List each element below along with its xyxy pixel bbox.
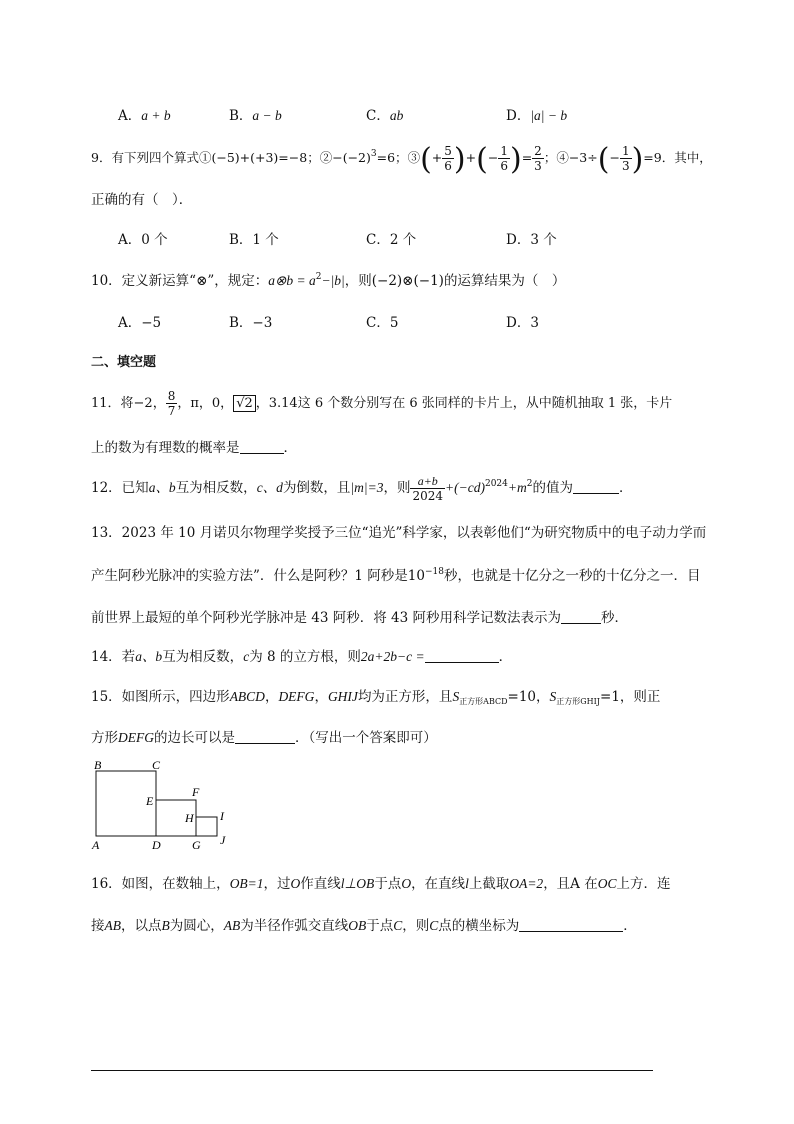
q8-option-c[interactable]: C．ab [366,108,404,124]
label-j: J [220,833,226,847]
q14-stem: 14．若a、b互为相反数，c为 8 的立方根，则2a+2b−c = ． [91,649,513,665]
q9-line2: 正确的有（ ）． [91,192,193,208]
q11-fraction-8-7: $\frac{8}{7}$ [167,389,176,418]
q12-fraction: $\frac{a+b}{2024}$ [412,474,444,503]
label-g: G [192,838,201,852]
q14-answer-blank[interactable] [425,650,499,663]
q10-option-c[interactable]: C．5 [366,315,399,331]
label-c: C [152,758,161,772]
q10-option-b[interactable]: B．−3 [229,315,273,331]
label-d: D [152,838,161,852]
label-f: F [192,785,200,799]
q10-option-a[interactable]: A．−5 [118,315,162,331]
q16-answer-blank[interactable] [519,919,623,932]
q8-option-d[interactable]: D．|a| − b [506,108,568,124]
q12-answer-blank[interactable] [573,481,619,494]
q13-line1: 13．2023 年 10 月诺贝尔物理学奖授予三位“追光”科学家，以表彰他们“为研究物质中的电子动力学而 [91,525,707,541]
q9-fraction-5-6: $\frac{5}{6}$ [444,144,452,173]
q16-line2: 接AB，以点B为圆心，AB为半径作弧交直线OB于点C，则C点的横坐标为 ． [91,918,637,934]
q9-option-c[interactable]: C．2 个 [366,232,417,248]
q11-stem: 11．将−2， $\frac{8}{7}$ ，π，0， √2 ，3.14这 6 个数分别写在 6 张同样的卡片上，从中随机抽取 1 张，卡片 [91,389,673,418]
q12-stem: 12．已知a、b互为相反数，c、d为倒数，且|m|=3，则 $\frac{a+b}{2024}$ $+(-cd)^{2024}+m^2$的值为 ． [91,474,633,503]
q9-option-a[interactable]: A．0 个 [118,232,168,248]
label-a: A [92,838,100,852]
q13-line2: 产生阿秒光脉冲的实验方法”．什么是阿秒？1 阿秒是$10^{-18}$秒，也就是十亿分之一秒的十亿分之一．目 [91,567,701,584]
square-ghij [196,817,217,836]
q16-stem: 16．如图，在数轴上，OB=1，过O作直线l⊥OB于点O，在直线l上截取OA=2，且A 在OC上方．连 [91,876,671,892]
label-h: H [185,811,194,825]
footer-rule [91,1070,653,1071]
q15-answer-blank[interactable] [235,731,295,744]
q15-line2: 方形DEFG的边长可以是 ．（写出一个答案即可） [91,730,437,746]
q10-stem: 10．定义新运算“⊗”，规定：a⊗b = $a^2-|b|$，则(−2)⊗(−1)的运算结果为（ ） [91,272,566,289]
q9-fraction-2-3: $\frac{2}{3}$ [534,144,542,173]
q9-stem: 9．有下列四个算式①(−5)+(+3)=−8；$②-(-2)^3=6$；③(+ $\frac{5}{6}$ )+(− $\frac{1}{6}$ )= $\frac{2}{3}$ ；④−3÷(− $\frac{1}{3}$ )=9．其中， [91,142,712,177]
q9-option-d[interactable]: D．3 个 [506,232,557,248]
q13-line3: 前世界上最短的单个阿秒光学脉冲是 43 阿秒．将 43 阿秒用科学记数法表示为 秒． [91,610,629,626]
label-i: I [220,809,224,823]
section-title-fill-in: 二、填空题 [91,355,157,370]
q15-stem: 15．如图所示，四边形ABCD，DEFG，GHIJ均为正方形，且$S_{正方形ABCD}=10$，$S_{正方形GHIJ}=1$，则正 [91,689,661,706]
q9-fraction-1-6: $\frac{1}{6}$ [500,144,508,173]
q11-line2: 上的数为有理数的概率是 ． [91,440,297,456]
q11-sqrt2: √2 [233,395,256,412]
q9-option-b[interactable]: B．1 个 [229,232,279,248]
label-b: B [94,758,102,772]
q8-option-b[interactable]: B．a − b [229,108,282,124]
q11-answer-blank[interactable] [240,441,284,454]
label-e: E [146,794,154,808]
q15-squares-figure [88,756,248,856]
q13-answer-blank[interactable] [561,611,601,624]
q9-fraction-1-3: $\frac{1}{3}$ [621,144,630,173]
q8-option-a[interactable]: A．a + b [118,108,171,124]
q10-option-d[interactable]: D．3 [506,315,539,331]
